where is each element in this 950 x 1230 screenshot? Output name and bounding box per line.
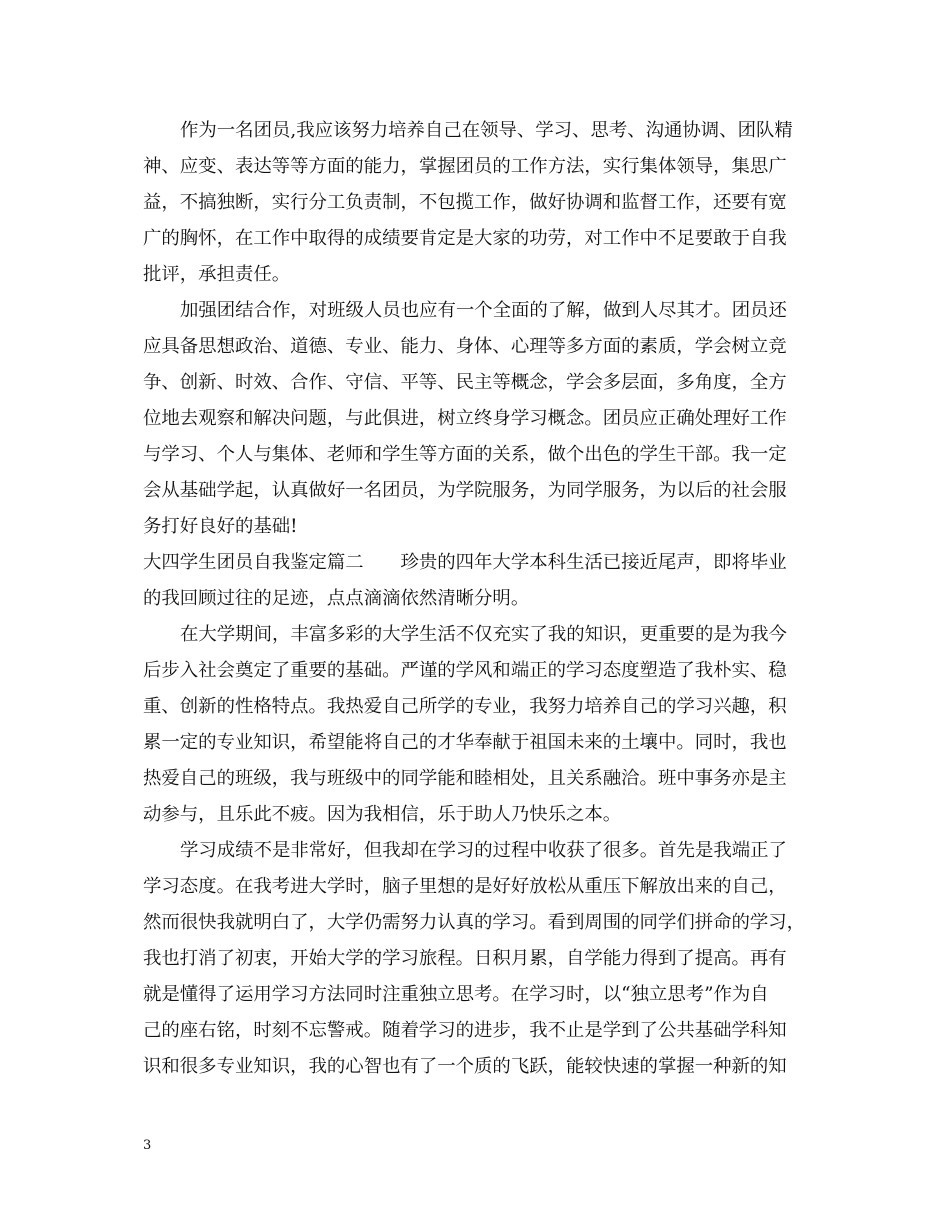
text-line: 累一定的专业知识，希望能将自己的才华奉献于祖国未来的土壤中。同时，我也 xyxy=(143,732,787,753)
text-line: 益，不搞独断，实行分工负责制，不包揽工作，做好协调和监督工作，还要有宽 xyxy=(143,192,787,213)
text-line: 应具备思想政治、道德、专业、能力、身体、心理等多方面的素质，学会树立竞 xyxy=(143,336,787,357)
text-line: 位地去观察和解决问题，与此俱进，树立终身学习概念。团员应正确处理好工作 xyxy=(143,408,787,429)
text-line: 后步入社会奠定了重要的基础。严谨的学风和端正的学习态度塑造了我朴实、稳 xyxy=(143,660,787,681)
text-line: 然而很快我就明白了，大学仍需努力认真的学习。看到周围的同学们拼命的学习， xyxy=(143,912,806,933)
text-line: 的我回顾过往的足迹，点点滴滴依然清晰分明。 xyxy=(143,588,530,609)
text-line: 广的胸怀，在工作中取得的成绩要肯定是大家的功劳，对工作中不足要敢于自我 xyxy=(143,228,787,249)
text-line: 识和很多专业知识，我的心智也有了一个质的飞跃，能较快速的掌握一种新的知 xyxy=(143,1056,787,1077)
text-line: 就是懂得了运用学习方法同时注重独立思考。在学习时，以“独立思考”作为自 xyxy=(143,984,769,1005)
text-line: 批评，承担责任。 xyxy=(143,264,291,285)
text-line: 重、创新的性格特点。我热爱自己所学的专业，我努力培养自己的学习兴趣，积 xyxy=(143,696,787,717)
text-line: 作为一名团员,我应该努力培养自己在领导、学习、思考、沟通协调、团队精 xyxy=(180,120,793,141)
text-line: 务打好良好的基础! xyxy=(143,516,298,537)
text-line: 加强团结合作，对班级人员也应有一个全面的了解，做到人尽其才。团员还 xyxy=(180,300,787,321)
text-line: 与学习、个人与集体、老师和学生等方面的关系，做个出色的学生干部。我一定 xyxy=(143,444,787,465)
text-line: 争、创新、时效、合作、守信、平等、民主等概念，学会多层面，多角度，全方 xyxy=(143,372,787,393)
text-line: 我也打消了初衷，开始大学的学习旅程。日积月累，自学能力得到了提高。再有 xyxy=(143,948,787,969)
text-line: 学习态度。在我考进大学时，脑子里想的是好好放松从重压下解放出来的自己， xyxy=(143,876,787,897)
section-heading-line: 大四学生团员自我鉴定篇二 珍贵的四年大学本科生活已接近尾声，即将毕业 xyxy=(143,552,787,573)
text-line: 会从基础学起，认真做好一名团员，为学院服务，为同学服务，为以后的社会服 xyxy=(143,480,787,501)
text-line: 热爱自己的班级，我与班级中的同学能和睦相处，且关系融洽。班中事务亦是主 xyxy=(143,768,787,789)
text-line: 己的座右铭，时刻不忘警戒。随着学习的进步，我不止是学到了公共基础学科知 xyxy=(143,1020,787,1041)
text-line: 学习成绩不是非常好，但我却在学习的过程中收获了很多。首先是我端正了 xyxy=(180,840,787,861)
text-line: 在大学期间，丰富多彩的大学生活不仅充实了我的知识，更重要的是为我今 xyxy=(180,624,787,645)
text-line: 动参与，且乐此不疲。因为我相信，乐于助人乃快乐之本。 xyxy=(143,804,622,825)
text-line: 神、应变、表达等等方面的能力，掌握团员的工作方法，实行集体领导，集思广 xyxy=(143,156,787,177)
page-number: 3 xyxy=(143,1138,152,1153)
